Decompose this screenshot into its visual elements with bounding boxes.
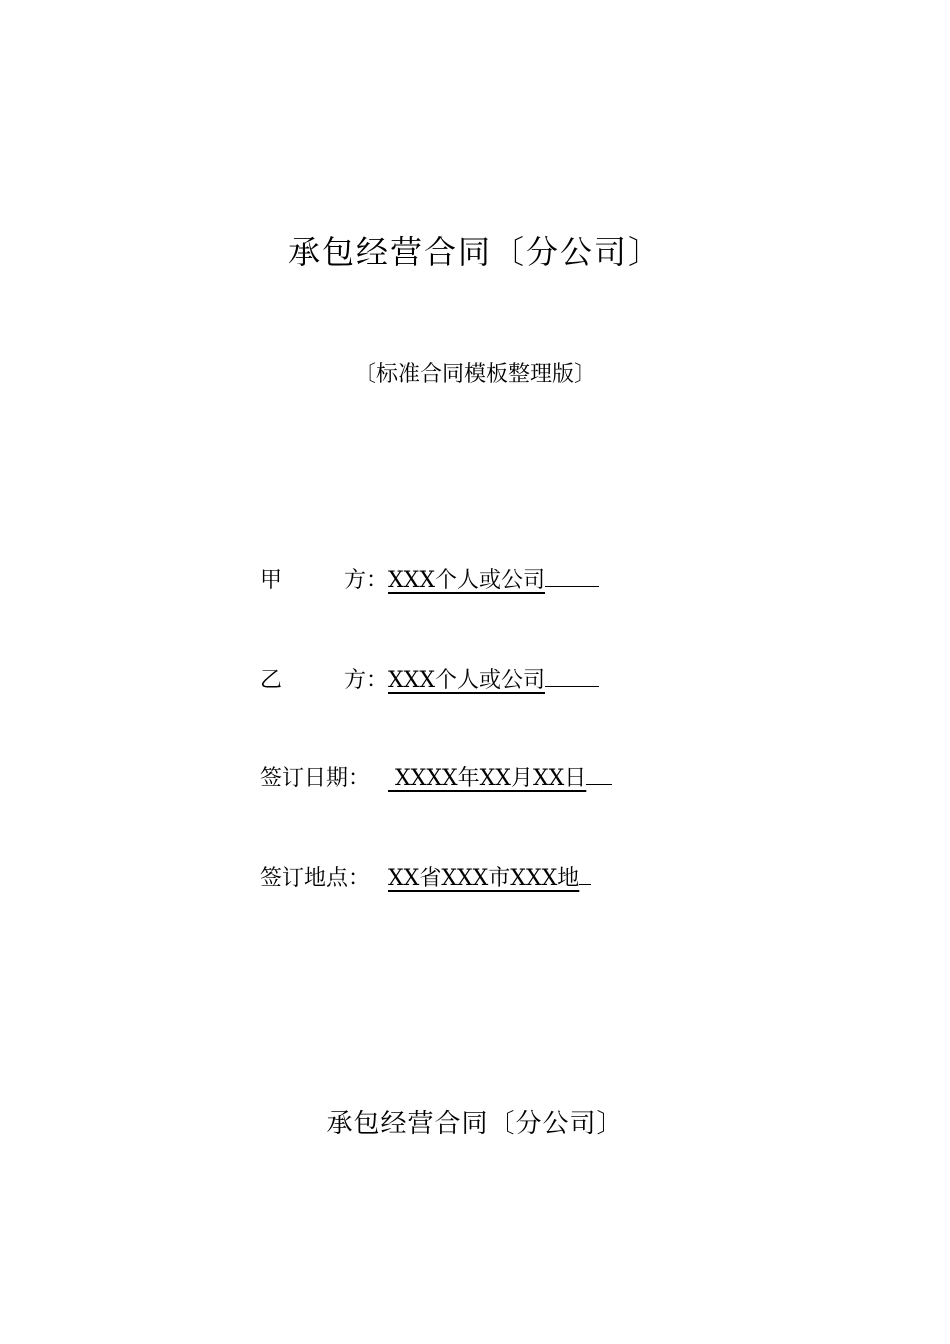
party-a-label-first: 甲 — [260, 568, 283, 593]
party-b-value: XXX个人或公司 — [388, 668, 545, 693]
party-a-underline — [545, 560, 599, 587]
signing-place-underline — [579, 858, 591, 885]
signing-place-value: XX省XXX市XXX地 — [388, 866, 580, 891]
party-a-row — [260, 560, 599, 597]
party-b-label — [260, 665, 388, 697]
signing-date-value: XXXX年XX月XX日 — [388, 766, 587, 791]
party-a-value: XXX个人或公司 — [388, 568, 545, 593]
document-subtitle: 〔标准合同模板整理版〕 — [353, 362, 596, 387]
party-a-label-second: 方： — [343, 568, 388, 593]
party-b-underline — [545, 660, 599, 687]
party-a-label — [260, 565, 388, 597]
party-b-row — [260, 660, 599, 697]
party-b-label-first: 乙 — [260, 668, 283, 693]
repeated-title: 承包经营合同〔分公司〕 — [326, 1109, 624, 1139]
signing-place-row — [260, 858, 591, 895]
document-title: 承包经营合同〔分公司〕 — [287, 233, 662, 271]
signing-place-label: 签订地点： — [260, 866, 371, 891]
signing-date-row — [260, 758, 612, 795]
signing-date-label: 签订日期： — [260, 766, 371, 791]
party-b-label-second: 方： — [343, 668, 388, 693]
signing-date-underline — [586, 758, 612, 785]
